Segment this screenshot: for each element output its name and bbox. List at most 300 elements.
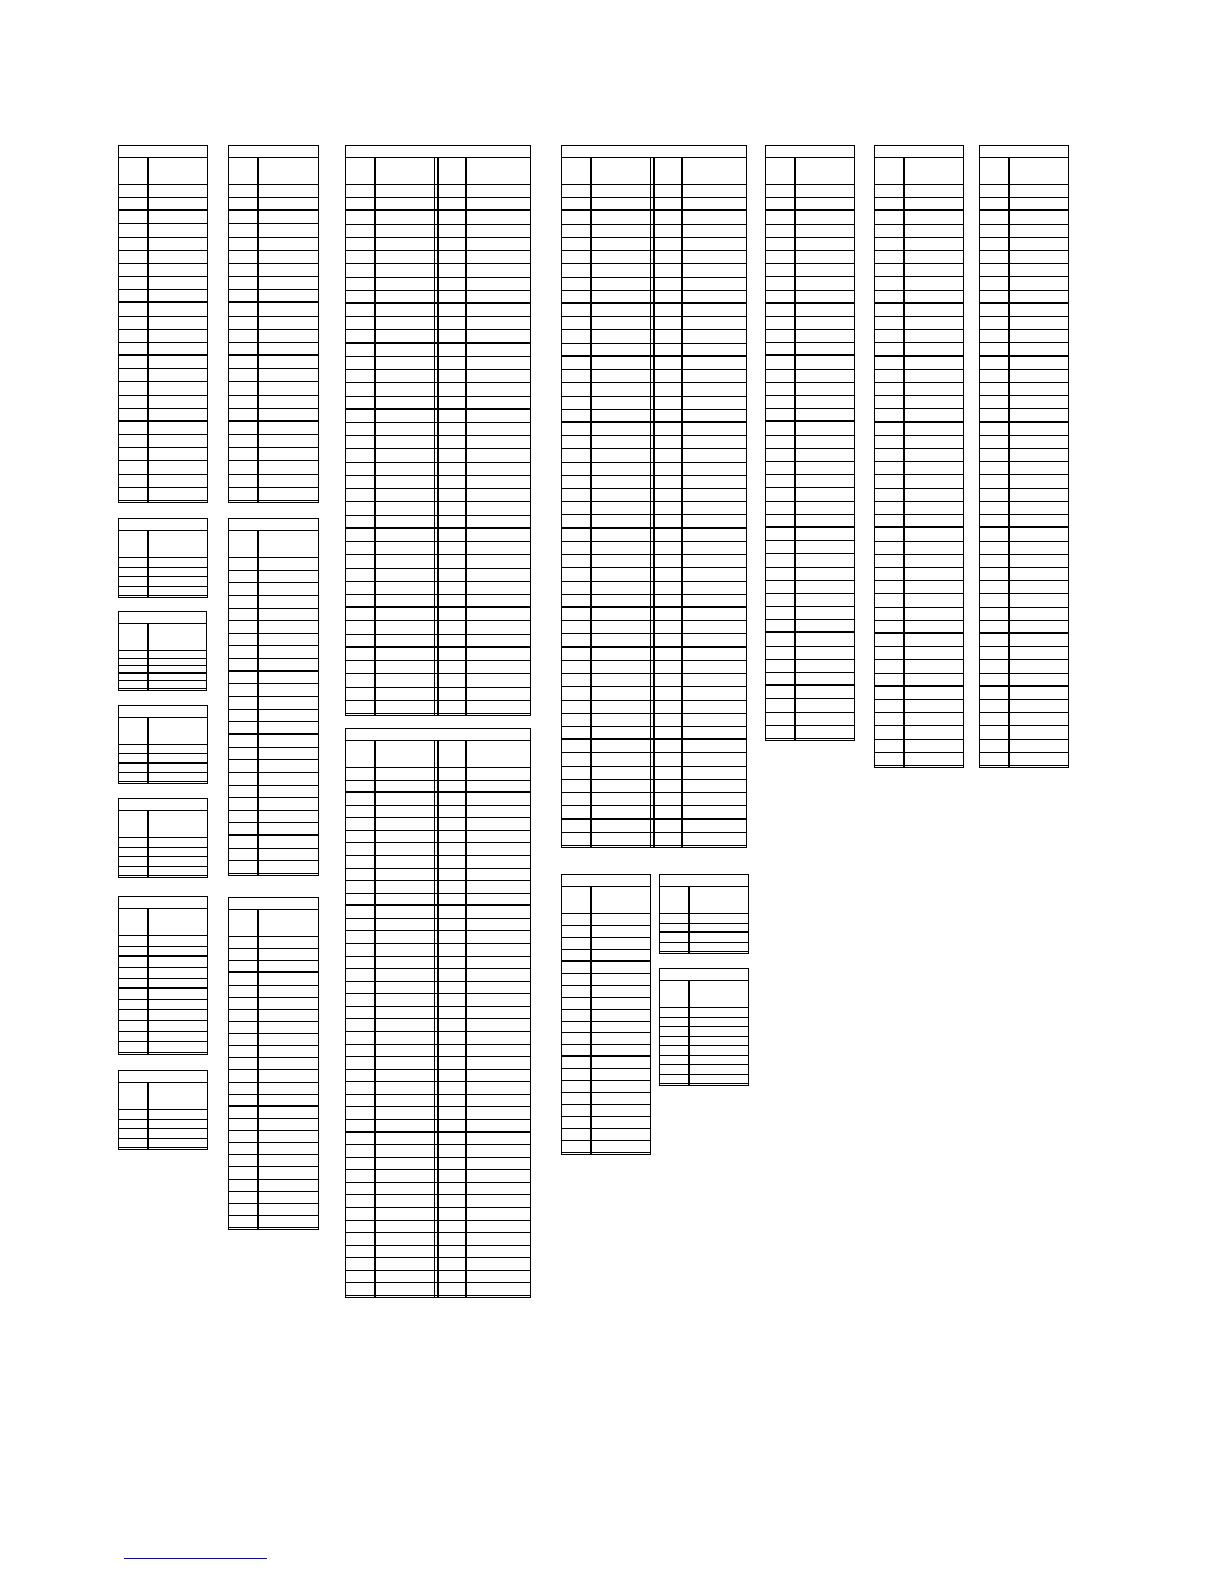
table-row	[766, 607, 854, 620]
table-row	[766, 383, 854, 396]
table-row	[980, 634, 1068, 647]
table-row	[875, 264, 963, 277]
table-row	[229, 1095, 318, 1107]
table-row	[229, 1046, 318, 1058]
table-row	[119, 587, 207, 597]
table-row	[980, 515, 1068, 528]
table-row	[229, 609, 318, 622]
column-divider	[147, 909, 149, 1054]
table-row	[229, 684, 318, 697]
table-header	[119, 1083, 207, 1110]
table-row	[980, 621, 1068, 634]
column-divider	[374, 741, 376, 1297]
table-row	[119, 1010, 207, 1021]
table-caption	[229, 146, 318, 158]
column-divider	[688, 887, 690, 953]
table-row	[229, 422, 318, 435]
table-row	[119, 251, 207, 264]
data-table	[765, 145, 855, 741]
table-row	[875, 726, 963, 739]
table-row	[875, 396, 963, 409]
column-divider	[465, 741, 467, 1297]
table-row	[119, 264, 207, 277]
table-row	[562, 1022, 650, 1034]
data-table	[979, 145, 1069, 768]
table-caption	[660, 875, 748, 887]
table-row	[229, 1143, 318, 1155]
table-row	[980, 581, 1068, 594]
table-row	[875, 542, 963, 555]
data-table	[228, 897, 319, 1230]
table-row	[562, 1057, 650, 1069]
table-caption	[980, 146, 1068, 158]
column-divider	[147, 158, 149, 502]
table-row	[875, 502, 963, 515]
table-row	[875, 621, 963, 634]
data-table	[561, 145, 747, 848]
table-row	[119, 989, 207, 1000]
table-row	[229, 596, 318, 609]
table-row	[875, 674, 963, 687]
table-row	[562, 986, 650, 998]
table-row	[980, 713, 1068, 726]
table-row	[229, 949, 318, 961]
table-row	[562, 938, 650, 950]
table-row	[766, 370, 854, 383]
table-row	[229, 290, 318, 303]
table-row	[229, 435, 318, 448]
table-row	[229, 849, 318, 862]
table-row	[229, 211, 318, 224]
table-row	[119, 754, 207, 763]
table-row	[980, 343, 1068, 356]
column-divider	[437, 158, 439, 715]
table-row	[980, 225, 1068, 238]
table-row	[980, 357, 1068, 370]
table-row	[119, 857, 207, 867]
table-header	[875, 158, 963, 185]
table-row	[229, 277, 318, 290]
table-row	[229, 356, 318, 369]
table-row	[875, 528, 963, 541]
table-row	[119, 867, 207, 877]
table-row	[875, 423, 963, 436]
table-row	[229, 1216, 318, 1228]
table-caption	[119, 706, 207, 718]
data-table	[345, 728, 531, 1298]
table-row	[980, 436, 1068, 449]
table-row	[562, 1141, 650, 1153]
table-row	[119, 448, 207, 461]
table-row	[766, 633, 854, 646]
table-row	[229, 1010, 318, 1022]
table-row	[562, 998, 650, 1010]
table-row	[980, 753, 1068, 766]
table-row	[980, 291, 1068, 304]
data-table	[118, 1070, 208, 1150]
table-row	[229, 185, 318, 198]
table-row	[229, 571, 318, 584]
table-row	[766, 488, 854, 501]
table-row	[875, 687, 963, 700]
table-row	[229, 836, 318, 849]
column-divider	[147, 1083, 149, 1149]
table-row	[875, 225, 963, 238]
table-row	[119, 475, 207, 488]
table-row	[229, 409, 318, 422]
table-row	[875, 462, 963, 475]
table-row	[875, 449, 963, 462]
table-row	[766, 699, 854, 712]
table-row	[119, 848, 207, 858]
table-row	[766, 436, 854, 449]
table-row	[119, 764, 207, 773]
column-divider	[147, 811, 149, 877]
column-divider	[434, 158, 435, 715]
table-caption	[119, 1071, 207, 1083]
table-row	[980, 726, 1068, 739]
table-row	[119, 1120, 207, 1130]
table-row	[660, 1037, 748, 1047]
table-row	[980, 264, 1068, 277]
table-row	[229, 304, 318, 317]
table-row	[875, 370, 963, 383]
table-row	[875, 251, 963, 264]
table-row	[766, 396, 854, 409]
column-divider	[650, 158, 651, 847]
table-row	[119, 681, 206, 689]
table-row	[229, 448, 318, 461]
table-row	[119, 659, 206, 667]
table-row	[229, 1192, 318, 1204]
data-table	[228, 518, 319, 876]
table-row	[980, 660, 1068, 673]
table-row	[119, 957, 207, 968]
table-row	[119, 422, 207, 435]
table-row	[660, 1075, 748, 1085]
table-row	[229, 973, 318, 985]
table-caption	[119, 612, 206, 624]
table-row	[119, 568, 207, 578]
table-row	[119, 238, 207, 251]
table-caption	[346, 729, 530, 741]
table-row	[766, 291, 854, 304]
table-row	[980, 409, 1068, 422]
table-row	[766, 647, 854, 660]
table-row	[766, 660, 854, 673]
table-row	[119, 1000, 207, 1011]
table-row	[980, 462, 1068, 475]
table-row	[875, 277, 963, 290]
table-row	[766, 462, 854, 475]
table-row	[980, 251, 1068, 264]
table-row	[875, 198, 963, 211]
table-row	[562, 1045, 650, 1057]
table-row	[766, 475, 854, 488]
column-divider	[437, 741, 439, 1297]
table-row	[766, 620, 854, 633]
table-row	[119, 666, 206, 674]
column-divider	[903, 158, 905, 767]
column-divider	[147, 718, 149, 783]
table-row	[766, 541, 854, 554]
table-row	[766, 568, 854, 581]
table-row	[980, 330, 1068, 343]
table-row	[119, 651, 206, 659]
table-row	[980, 608, 1068, 621]
table-row	[229, 251, 318, 264]
column-divider	[590, 887, 592, 1154]
data-table	[118, 896, 208, 1055]
table-row	[119, 225, 207, 238]
table-row	[766, 528, 854, 541]
table-row	[119, 383, 207, 396]
column-divider	[257, 531, 259, 875]
table-row	[766, 264, 854, 277]
table-row	[119, 488, 207, 501]
table-row	[980, 238, 1068, 251]
table-row	[229, 760, 318, 773]
table-row	[980, 674, 1068, 687]
table-row	[119, 936, 207, 947]
data-table	[659, 874, 749, 954]
table-row	[229, 396, 318, 409]
table-row	[229, 986, 318, 998]
table-header	[119, 531, 207, 558]
data-table	[561, 874, 651, 1155]
column-divider	[794, 158, 796, 740]
table-caption	[119, 799, 207, 811]
column-divider	[465, 158, 467, 715]
table-row	[766, 673, 854, 686]
table-row	[980, 647, 1068, 660]
table-row	[766, 211, 854, 224]
column-divider	[147, 531, 149, 597]
table-header	[229, 158, 318, 185]
table-row	[229, 1070, 318, 1082]
table-row	[766, 449, 854, 462]
data-table	[118, 798, 208, 878]
table-row	[875, 608, 963, 621]
table-row	[980, 449, 1068, 462]
table-row	[119, 773, 207, 782]
table-row	[229, 558, 318, 571]
table-row	[660, 924, 748, 934]
table-row	[229, 937, 318, 949]
table-row	[875, 304, 963, 317]
table-row	[766, 238, 854, 251]
table-row	[980, 198, 1068, 211]
table-row	[766, 422, 854, 435]
table-row	[229, 330, 318, 343]
table-row	[980, 528, 1068, 541]
table-header	[229, 910, 318, 937]
table-row	[875, 594, 963, 607]
table-row	[766, 356, 854, 369]
table-row	[229, 488, 318, 501]
table-row	[766, 277, 854, 290]
table-row	[562, 974, 650, 986]
table-row	[562, 950, 650, 962]
table-row	[980, 277, 1068, 290]
table-row	[875, 185, 963, 198]
table-row	[229, 998, 318, 1010]
table-row	[562, 1093, 650, 1105]
column-divider	[1008, 158, 1010, 767]
table-row	[119, 745, 207, 754]
table-row	[229, 225, 318, 238]
table-row	[875, 660, 963, 673]
table-row	[229, 1167, 318, 1179]
table-row	[562, 1117, 650, 1129]
table-row	[119, 1139, 207, 1149]
table-row	[119, 277, 207, 290]
table-row	[119, 343, 207, 356]
table-row	[229, 634, 318, 647]
table-row	[119, 558, 207, 568]
table-row	[119, 356, 207, 369]
table-row	[119, 435, 207, 448]
table-caption	[562, 146, 746, 158]
table-row	[229, 462, 318, 475]
table-row	[229, 646, 318, 659]
table-row	[229, 198, 318, 211]
table-row	[229, 343, 318, 356]
table-row	[660, 943, 748, 953]
table-row	[229, 1155, 318, 1167]
table-caption	[875, 146, 963, 158]
data-table	[659, 968, 749, 1086]
table-row	[562, 914, 650, 926]
column-divider	[147, 624, 149, 690]
table-row	[766, 317, 854, 330]
table-row	[119, 1021, 207, 1032]
table-row	[766, 594, 854, 607]
table-row	[229, 786, 318, 799]
table-row	[766, 343, 854, 356]
table-row	[980, 396, 1068, 409]
table-row	[229, 811, 318, 824]
table-row	[766, 409, 854, 422]
table-row	[660, 1065, 748, 1075]
table-row	[875, 317, 963, 330]
table-row	[875, 291, 963, 304]
column-divider	[681, 158, 683, 847]
table-row	[980, 317, 1068, 330]
table-header	[119, 909, 207, 936]
column-divider	[653, 158, 655, 847]
table-row	[119, 577, 207, 587]
table-row	[766, 713, 854, 726]
table-caption	[766, 146, 854, 158]
table-row	[562, 962, 650, 974]
table-row	[875, 713, 963, 726]
table-row	[980, 423, 1068, 436]
table-row	[229, 697, 318, 710]
table-row	[980, 304, 1068, 317]
table-row	[229, 710, 318, 723]
table-row	[119, 304, 207, 317]
data-table	[345, 145, 531, 716]
table-row	[766, 554, 854, 567]
table-row	[229, 317, 318, 330]
table-row	[980, 568, 1068, 581]
table-row	[562, 1105, 650, 1117]
table-header	[119, 624, 206, 651]
data-table	[118, 145, 208, 503]
table-row	[875, 700, 963, 713]
table-row	[229, 475, 318, 488]
data-table	[874, 145, 964, 768]
table-row	[875, 753, 963, 766]
table-row	[875, 436, 963, 449]
table-caption	[660, 969, 748, 981]
table-row	[766, 502, 854, 515]
column-divider	[257, 910, 259, 1229]
table-row	[119, 211, 207, 224]
table-row	[766, 330, 854, 343]
table-row	[980, 476, 1068, 489]
column-divider	[590, 158, 592, 847]
table-row	[660, 1027, 748, 1037]
table-caption	[229, 519, 318, 531]
table-row	[119, 838, 207, 848]
table-row	[980, 489, 1068, 502]
table-row	[229, 823, 318, 836]
table-row	[562, 1069, 650, 1081]
table-row	[229, 1034, 318, 1046]
column-divider	[688, 981, 690, 1085]
table-header	[119, 718, 207, 745]
table-row	[875, 476, 963, 489]
table-row	[229, 369, 318, 382]
table-row	[562, 1129, 650, 1141]
table-row	[875, 740, 963, 753]
table-row	[766, 225, 854, 238]
table-row	[660, 933, 748, 943]
table-row	[980, 383, 1068, 396]
table-row	[562, 926, 650, 938]
table-row	[660, 1046, 748, 1056]
table-row	[229, 735, 318, 748]
table-row	[562, 1081, 650, 1093]
table-row	[766, 185, 854, 198]
table-row	[119, 330, 207, 343]
table-caption	[119, 897, 207, 909]
table-row	[980, 185, 1068, 198]
table-row	[229, 722, 318, 735]
table-row	[119, 1110, 207, 1120]
table-row	[766, 515, 854, 528]
table-row	[119, 409, 207, 422]
table-row	[229, 1180, 318, 1192]
table-row	[119, 290, 207, 303]
table-row	[119, 947, 207, 958]
table-row	[229, 773, 318, 786]
table-row	[875, 634, 963, 647]
table-row	[660, 914, 748, 924]
table-row	[229, 861, 318, 874]
table-row	[119, 968, 207, 979]
table-row	[875, 357, 963, 370]
table-row	[875, 515, 963, 528]
table-row	[766, 581, 854, 594]
table-row	[562, 1010, 650, 1022]
table-row	[875, 330, 963, 343]
table-row	[229, 659, 318, 672]
table-caption	[229, 898, 318, 910]
table-row	[229, 238, 318, 251]
